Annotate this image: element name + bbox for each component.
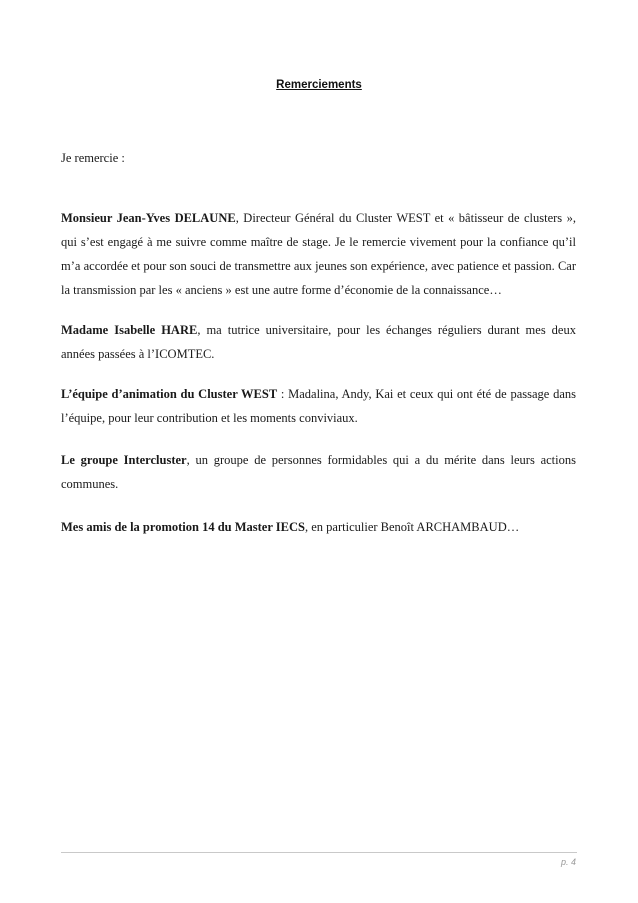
acknowledged-name: Madame Isabelle HARE: [61, 323, 198, 337]
page-number: p. 4: [560, 857, 576, 867]
acknowledgement-paragraph: [61, 318, 576, 366]
acknowledged-name: L’équipe d’animation du Cluster WEST: [61, 387, 278, 401]
footer-divider: [61, 852, 577, 853]
acknowledgement-text: , en particulier Benoît ARCHAMBAUD…: [305, 520, 520, 534]
acknowledged-name: Le groupe Intercluster: [61, 453, 187, 467]
acknowledgement-paragraph: [61, 448, 576, 496]
intro-text: Je remercie :: [61, 151, 125, 165]
acknowledgement-text: : Madalina, Andy, Kai et ceux qui ont été de passage dans l’équipe, pour leur contribution et les moments conviviaux.: [61, 387, 576, 425]
acknowledgement-paragraph: [61, 515, 576, 539]
acknowledged-name: Monsieur Jean-Yves DELAUNE: [61, 211, 236, 225]
acknowledgement-paragraph: [61, 382, 576, 430]
acknowledgement-text: , Directeur Général du Cluster WEST et « bâtisseur de clusters », qui s’est engagé à me suivre comme maître de stage. Je le remercie vivement pour la confiance qu’il m’a accordée et pour son souci de transmettre aux jeunes son expérience, avec patience et passion. Car la transmission par les « anciens » est une autre forme d’économie de la connaissance…: [61, 211, 576, 297]
acknowledgement-paragraph: [61, 206, 576, 302]
acknowledgement-text: , ma tutrice universitaire, pour les échanges réguliers durant mes deux années passées à l’ICOMTEC.: [61, 323, 576, 361]
acknowledgement-text: , un groupe de personnes formidables qui a du mérite dans leurs actions communes.: [61, 453, 576, 491]
page-title: Remerciements: [276, 79, 362, 91]
acknowledged-name: Mes amis de la promotion 14 du Master IECS: [61, 520, 305, 534]
